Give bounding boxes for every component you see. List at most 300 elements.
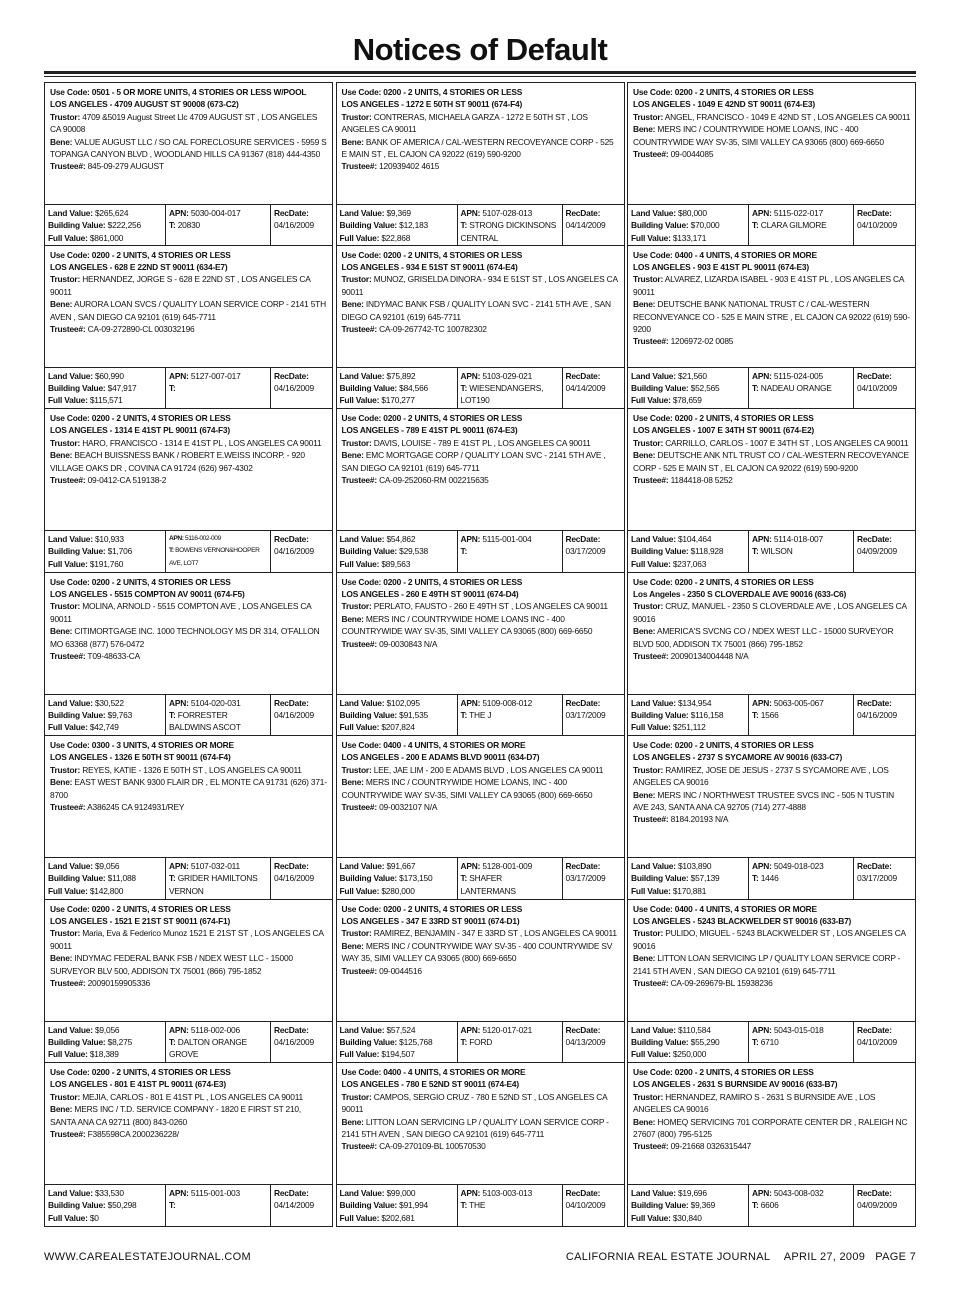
bene-label: Bene: (633, 124, 656, 135)
bene-value: AURORA LOAN SVCS / QUALITY LOAN SERVICE CORP - 2141 5TH AVEN , SAN DIEGO CA 92101 (619) 645-7711 (50, 299, 326, 322)
trustee-value: CA-09-252060-RM 002215635 (379, 475, 489, 486)
trustee-value: 09-0412-CA 519138-2 (87, 475, 167, 486)
value-cell (337, 205, 457, 246)
land-value: $30,522 (94, 697, 124, 708)
tract-line (461, 1036, 559, 1048)
bene-value: LITTON LOAN SERVICING LP / QUALITY LOAN SERVICE CORP - 2141 5TH AVEN , SAN DIEGO CA 92101 (619) 645-7711 (341, 1116, 609, 1140)
full-value-line (631, 885, 745, 897)
notice-record (336, 1063, 625, 1227)
bene-value: INDYMAC FEDERAL BANK FSB / NDEX WEST LLC - 15000 SURVEYOR BLV 500, ADDISON TX 75001 (866) 795-1852 (50, 953, 293, 976)
apn-label: APN: (169, 861, 189, 871)
apn-label: APN: (752, 1024, 772, 1035)
tract-value: 20830 (177, 220, 201, 231)
trustor-label: Trustor: (50, 111, 81, 122)
bene-value: EAST WEST BANK 9300 FLAIR DR , EL MONTE CA 91731 (626) 371-8700 (50, 777, 327, 800)
notice-record (44, 573, 333, 737)
land-value-label: Land Value: (631, 1188, 676, 1198)
apn-line (461, 533, 559, 545)
trustee-label: Trustee#: (341, 802, 377, 813)
full-value-line (631, 1048, 745, 1060)
full-value-label: Full Value: (631, 722, 671, 733)
bene-value: AMERICA'S SVCNG CO / NDEX WEST LLC - 15000 SURVEYOR BLVD 500, ADDISON TX 75001 (866) 795-1852 (633, 626, 894, 649)
land-value-line (631, 370, 745, 382)
trustor-line (50, 927, 328, 952)
apn-value: 5103-003-013 (482, 1188, 533, 1198)
land-value-label: Land Value: (48, 697, 93, 708)
trustor-line (633, 927, 911, 952)
apn-line (169, 860, 267, 872)
apn-cell (457, 368, 562, 409)
notice-record (44, 736, 333, 900)
apn-line (752, 1024, 850, 1036)
value-row (45, 1184, 332, 1226)
trustor-value: CRUZ, MANUEL - 2350 S CLOVERDALE AVE , LOS ANGELES CA 90016 (633, 601, 907, 624)
trustee-line (342, 801, 620, 813)
trustee-value: 845-09-279 AUGUST (87, 161, 164, 172)
trustee-value: 09-0044516 (379, 965, 422, 976)
notice-details (628, 409, 915, 530)
tract-value: NADEAU ORANGE (760, 382, 832, 393)
apn-label: APN: (752, 208, 772, 218)
footer-date: APRIL 27, 2009 (783, 1251, 866, 1263)
property-address: LOS ANGELES - 1521 E 21ST ST 90011 (674-F1) (50, 915, 231, 926)
apn-label: APN: (752, 861, 772, 871)
full-value: $170,881 (672, 885, 707, 896)
building-value-label: Building Value: (48, 220, 106, 231)
apn-cell (457, 695, 562, 736)
value-cell (628, 1022, 748, 1063)
beneficiary-line (342, 1116, 620, 1141)
apn-line (752, 697, 850, 709)
trustor-value: REYES, KATIE - 1326 E 50TH ST , LOS ANGELES CA 90011 (82, 764, 302, 775)
full-value-label: Full Value: (339, 1212, 380, 1223)
apn-label: APN: (752, 370, 772, 381)
land-value-line (340, 1024, 454, 1036)
full-value: $18,389 (89, 1049, 119, 1060)
bene-value: VALUE AUGUST LLC / SO CAL FORECLOSURE SERVICES - 5959 S TOPANGA CANYON BLVD , WOODLAND HILLS CA 91367 (818) 444-4350 (50, 136, 327, 160)
trustor-value: MUNOZ, GRISELDA DINORA - 934 E 51ST ST , LOS ANGELES CA 90011 (341, 274, 618, 297)
use-code: Use Code: 0200 - 2 UNITS, 4 STORIES OR LESS (50, 413, 231, 423)
building-value: $1,706 (107, 546, 133, 557)
value-row (45, 204, 332, 246)
column-3 (627, 82, 916, 1227)
beneficiary-line (342, 613, 620, 638)
property-address: LOS ANGELES - 628 E 22ND ST 90011 (634-E7) (50, 261, 228, 272)
full-value-label: Full Value: (48, 232, 88, 243)
apn-cell (165, 695, 270, 736)
tract-line (752, 872, 850, 884)
notice-details (628, 246, 915, 367)
value-row (628, 694, 915, 736)
trustee-value: 09-0030843 N/A (379, 638, 438, 649)
trustee-line (633, 977, 911, 989)
land-value-line (340, 370, 454, 382)
building-value: $29,538 (399, 546, 429, 557)
tract-value: THE (469, 1200, 486, 1211)
full-value: $78,659 (672, 395, 702, 406)
apn-label: APN: (169, 535, 184, 542)
trustor-label: Trustor: (50, 928, 81, 939)
land-value-label: Land Value: (339, 370, 385, 381)
apn-cell (165, 368, 270, 409)
beneficiary-line (342, 136, 620, 161)
land-value-line (48, 1024, 162, 1036)
trustee-label: Trustee#: (341, 965, 377, 976)
beneficiary-line (50, 449, 328, 474)
tract-line (461, 709, 559, 721)
building-value-label: Building Value: (48, 1200, 106, 1211)
apn-line (169, 370, 267, 382)
full-value-label: Full Value: (48, 722, 88, 733)
notice-record (336, 573, 625, 737)
trustor-value: RAMIREZ, BENJAMIN - 347 E 33RD ST , LOS ANGELES CA 90011 (373, 928, 617, 939)
full-value-line (340, 558, 454, 570)
value-cell (337, 1022, 457, 1063)
trustor-label: Trustor: (50, 274, 81, 285)
apn-line (461, 370, 559, 382)
beneficiary-line (50, 136, 328, 161)
land-value: $57,524 (386, 1024, 416, 1035)
building-value-label: Building Value: (48, 546, 106, 557)
notice-record (44, 82, 333, 246)
apn-line (752, 370, 850, 382)
recdate-cell (270, 858, 332, 899)
tract-label: T: (169, 1200, 176, 1211)
building-value-line (340, 1036, 454, 1048)
building-value-line (340, 709, 454, 721)
trustee-label: Trustee#: (341, 475, 377, 486)
full-value: $280,000 (381, 885, 415, 896)
apn-cell (457, 1185, 562, 1226)
trustor-label: Trustor: (341, 764, 372, 775)
recdate-cell (562, 531, 624, 572)
bene-label: Bene: (50, 626, 73, 637)
recdate-value: 04/10/2009 (857, 382, 897, 393)
trustee-label: Trustee#: (50, 1129, 86, 1140)
building-value-line (340, 872, 454, 884)
trustee-line (50, 801, 328, 813)
land-value-line (48, 207, 162, 219)
full-value: $133,171 (672, 232, 707, 243)
tract-label: T: (460, 1036, 468, 1047)
building-value-line (340, 382, 454, 394)
recdate-value: 04/16/2009 (274, 546, 314, 557)
tract-label: T: (460, 546, 468, 557)
tract-line (169, 545, 267, 570)
trustee-line (633, 650, 911, 662)
bene-label: Bene: (633, 789, 656, 800)
land-value: $21,560 (677, 370, 707, 381)
property-address: LOS ANGELES - 5515 COMPTON AV 90011 (674-F5) (50, 588, 245, 599)
land-value: $103,890 (677, 861, 712, 871)
building-value: $52,565 (690, 382, 720, 393)
land-value-line (631, 1024, 745, 1036)
value-cell (45, 531, 165, 572)
apn-line (169, 207, 267, 219)
use-code: Use Code: 0200 - 2 UNITS, 4 STORIES OR LESS (633, 576, 814, 587)
trustee-value: 1206972-02 0085 (670, 336, 734, 347)
trustor-label: Trustor: (633, 1091, 664, 1102)
apn-value: 5120-017-021 (482, 1024, 533, 1035)
property-address: LOS ANGELES - 1272 E 50TH ST 90011 (674-F4) (341, 99, 523, 110)
land-value-label: Land Value: (48, 534, 93, 544)
notice-details (337, 573, 624, 694)
recdate-cell (562, 695, 624, 736)
apn-label: APN: (460, 861, 481, 871)
apn-value: 5115-001-004 (482, 534, 532, 544)
trustee-label: Trustee#: (341, 161, 377, 172)
full-value-label: Full Value: (631, 232, 671, 243)
tract-label: T: (169, 382, 176, 393)
recdate-cell (562, 1022, 624, 1063)
bene-label: Bene: (50, 953, 73, 964)
trustee-value: CA-09-270109-BL 100570530 (379, 1141, 486, 1152)
land-value: $9,056 (94, 861, 120, 871)
land-value: $9,056 (94, 1024, 120, 1035)
notice-details (628, 1063, 915, 1184)
bene-value: EMC MORTGAGE CORP / QUALITY LOAN SVC - 2141 5TH AVE , SAN DIEGO CA 92101 (619) 645-7711 (341, 450, 606, 473)
recdate-cell (562, 368, 624, 409)
land-value-label: Land Value: (631, 697, 676, 708)
building-value-line (48, 545, 162, 557)
notice-record (44, 1063, 333, 1227)
tract-line (752, 1036, 850, 1048)
notice-record (44, 409, 333, 573)
recdate-cell (270, 531, 332, 572)
use-code: Use Code: 0200 - 2 UNITS, 4 STORIES OR LESS (633, 87, 814, 97)
value-row (45, 1021, 332, 1063)
property-address: Los Angeles - 2350 S CLOVERDALE AVE 90016 (633-C6) (633, 588, 847, 599)
full-value: $115,571 (89, 395, 123, 406)
trustee-line (342, 474, 620, 486)
building-value-line (631, 709, 745, 721)
land-value-label: Land Value: (631, 208, 676, 218)
trustor-value: CAMPOS, SERGIO CRUZ - 780 E 52ND ST , LOS ANGELES CA 90011 (341, 1091, 608, 1115)
tract-label: T: (460, 709, 468, 720)
trustor-value: HERNANDEZ, RAMIRO S - 2631 S BURNSIDE AVE , LOS ANGELES CA 90016 (633, 1091, 876, 1115)
recdate-cell (562, 1185, 624, 1226)
tract-value: 6710 (760, 1036, 779, 1047)
recdate-value: 03/17/2009 (565, 546, 606, 557)
land-value-label: Land Value: (339, 534, 385, 544)
recdate-value: 04/10/2009 (857, 220, 897, 231)
land-value: $99,000 (386, 1188, 416, 1198)
value-cell (337, 531, 457, 572)
land-value-label: Land Value: (339, 1024, 385, 1035)
use-code: Use Code: 0300 - 3 UNITS, 4 STORIES OR MORE (50, 740, 234, 750)
building-value-label: Building Value: (48, 873, 106, 884)
trustor-label: Trustor: (50, 764, 81, 775)
property-address: LOS ANGELES - 934 E 51ST ST 90011 (674-E4) (341, 261, 518, 272)
trustor-label: Trustor: (341, 274, 372, 285)
apn-value: 5063-005-067 (773, 697, 824, 708)
value-cell (337, 695, 457, 736)
trustor-value: PERLATO, FAUSTO - 260 E 49TH ST , LOS ANGELES CA 90011 (373, 601, 608, 612)
full-value-line (48, 721, 162, 733)
value-row (337, 694, 624, 736)
notice-record (627, 1063, 916, 1227)
building-value: $8,275 (107, 1036, 133, 1047)
recdate-cell (853, 1185, 915, 1226)
tract-label: T: (460, 873, 468, 884)
bene-value: MERS INC / NORTHWEST TRUSTEE SVCS INC - 505 N TUSTIN AVE 243, SANTA ANA CA 92705 (714) 277-4888 (633, 789, 894, 813)
recdate-label: RecDate: (565, 1024, 601, 1035)
trustee-value: 09-0032107 N/A (379, 802, 438, 813)
trustee-value: CA-09-269679-BL 15938236 (670, 977, 773, 988)
tract-value: 1566 (760, 709, 779, 720)
recdate-label: RecDate: (274, 208, 309, 218)
trustee-line (50, 160, 328, 172)
building-value-label: Building Value: (339, 1036, 397, 1047)
tract-line (169, 219, 267, 231)
apn-label: APN: (460, 1188, 481, 1198)
value-row (337, 857, 624, 899)
building-value-label: Building Value: (631, 220, 689, 231)
use-code: Use Code: 0200 - 2 UNITS, 4 STORIES OR LESS (633, 1067, 814, 1077)
trustor-label: Trustor: (50, 437, 81, 448)
building-value-line (48, 709, 162, 721)
tract-line (752, 219, 850, 231)
apn-label: APN: (460, 370, 481, 381)
apn-value: 5043-015-018 (773, 1024, 824, 1035)
trustee-line (633, 813, 911, 825)
full-value-label: Full Value: (631, 885, 671, 896)
trustor-label: Trustor: (341, 111, 372, 122)
full-value: $0 (89, 1212, 99, 1223)
full-value-line (631, 721, 745, 733)
beneficiary-line (633, 789, 911, 814)
trustor-line (342, 111, 620, 136)
tract-line (752, 382, 850, 394)
building-value-line (340, 1199, 454, 1211)
recdate-value: 04/16/2009 (274, 220, 314, 231)
trustee-label: Trustee#: (50, 161, 86, 172)
tract-value: FORRESTER BALDWINS ASCOT (169, 709, 241, 733)
value-cell (628, 858, 748, 899)
apn-line (461, 207, 559, 219)
apn-cell (748, 368, 853, 409)
notice-record (336, 900, 625, 1064)
apn-cell (165, 858, 270, 899)
recdate-label: RecDate: (565, 697, 601, 708)
full-value-label: Full Value: (48, 558, 88, 569)
value-cell (45, 695, 165, 736)
value-cell (45, 368, 165, 409)
property-address: LOS ANGELES - 801 E 41ST PL 90011 (674-E3) (50, 1079, 226, 1090)
building-value-line (48, 1036, 162, 1048)
full-value-line (48, 1212, 162, 1224)
apn-label: APN: (169, 1024, 189, 1035)
land-value-label: Land Value: (48, 1188, 93, 1198)
recdate-value: 04/16/2009 (857, 709, 897, 720)
notice-details (45, 409, 332, 530)
apn-label: APN: (460, 1024, 481, 1035)
apn-value: 5128-001-009 (482, 861, 533, 871)
recdate-label: RecDate: (857, 208, 892, 218)
recdate-label: RecDate: (857, 697, 892, 708)
trustor-label: Trustor: (50, 1091, 81, 1102)
trustor-value: ANGEL, FRANCISCO - 1049 E 42ND ST , LOS ANGELES CA 90011 (664, 111, 911, 122)
trustor-label: Trustor: (633, 274, 664, 285)
full-value-label: Full Value: (48, 395, 88, 406)
tract-label: T: (460, 220, 468, 231)
land-value: $110,584 (677, 1024, 711, 1035)
building-value-line (631, 545, 745, 557)
recdate-value: 03/17/2009 (565, 873, 606, 884)
trustee-value: 1184418-08 5252 (670, 475, 733, 486)
beneficiary-line (50, 625, 328, 650)
apn-value: 5118-002-006 (190, 1024, 240, 1035)
recdate-label: RecDate: (274, 1188, 309, 1198)
apn-line (169, 533, 267, 545)
recdate-label: RecDate: (857, 534, 892, 544)
column-1 (44, 82, 333, 1227)
apn-value: 5116-002-009 (184, 535, 221, 542)
property-address: LOS ANGELES - 4709 AUGUST ST 90008 (673-C2) (50, 99, 239, 110)
column-2 (336, 82, 625, 1227)
full-value-line (631, 558, 745, 570)
value-row (45, 694, 332, 736)
full-value-label: Full Value: (48, 1049, 88, 1060)
trustor-line (342, 600, 620, 612)
beneficiary-line (633, 1116, 911, 1141)
value-row (628, 857, 915, 899)
beneficiary-line (342, 940, 620, 965)
land-value-line (340, 860, 454, 872)
full-value-label: Full Value: (339, 232, 380, 243)
building-value: $222,256 (107, 220, 141, 231)
tract-line (752, 545, 850, 557)
full-value: $207,824 (381, 722, 415, 733)
use-code: Use Code: 0200 - 2 UNITS, 4 STORIES OR LESS (341, 903, 523, 914)
land-value-line (48, 697, 162, 709)
tract-label: T: (169, 220, 176, 231)
building-value: $11,088 (107, 873, 136, 884)
notice-details (45, 1063, 332, 1184)
recdate-cell (853, 695, 915, 736)
bene-label: Bene: (50, 1104, 73, 1115)
value-row (628, 367, 915, 409)
full-value-label: Full Value: (48, 1212, 88, 1223)
notice-record (627, 900, 916, 1064)
notice-record (336, 246, 625, 410)
tract-line (752, 1199, 850, 1211)
trustor-line (342, 764, 620, 776)
notice-details (628, 83, 915, 204)
value-cell (337, 368, 457, 409)
bene-label: Bene: (341, 940, 364, 951)
trustee-label: Trustee#: (341, 638, 377, 649)
land-value: $265,624 (94, 208, 129, 218)
tract-line (461, 1199, 559, 1211)
land-value: $54,862 (386, 534, 416, 544)
value-row (628, 530, 915, 572)
full-value-label: Full Value: (631, 1049, 671, 1060)
recdate-value: 03/17/2009 (857, 873, 897, 884)
trustee-label: Trustee#: (633, 149, 669, 160)
bene-value: MERS INC / COUNTRYWIDE HOME LOANS INC - 400 COUNTRYWIDE WAY SV-35, SIMI VALLEY CA 93065 (800) 669-6650 (341, 613, 593, 637)
trustor-value: HERNANDEZ, JORGE S - 628 E 22ND ST , LOS ANGELES CA 90011 (50, 274, 311, 297)
bene-label: Bene: (633, 626, 656, 637)
tract-label: T: (752, 1036, 759, 1047)
value-row (628, 204, 915, 246)
apn-cell (748, 531, 853, 572)
land-value-line (48, 533, 162, 545)
trustee-value: 20090134004448 N/A (670, 650, 749, 661)
value-cell (337, 858, 457, 899)
building-value-label: Building Value: (631, 382, 689, 393)
use-code: Use Code: 0400 - 4 UNITS, 4 STORIES OR MORE (341, 740, 526, 750)
